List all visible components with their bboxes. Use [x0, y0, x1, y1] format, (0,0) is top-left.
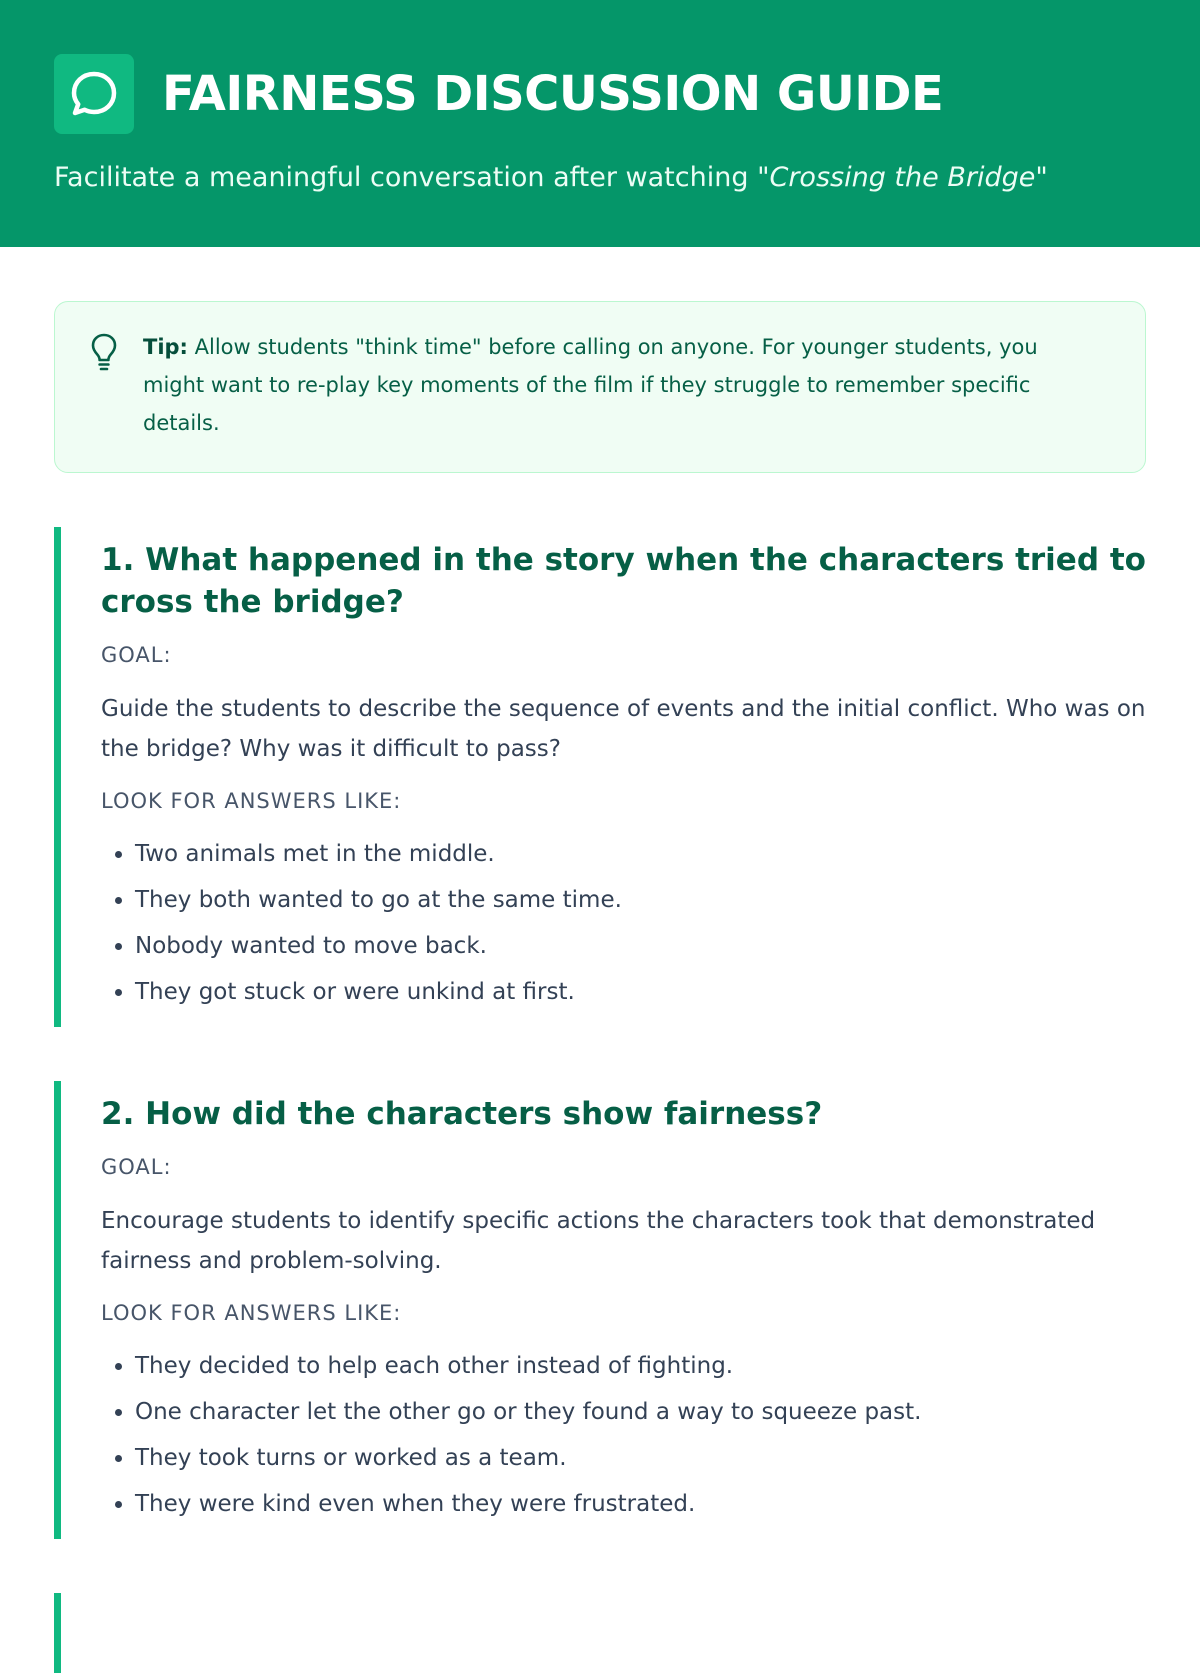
list-item: • They decided to help each other instead of fighting.: [135, 1343, 1146, 1389]
goal-label: GOAL:: [101, 1155, 172, 1179]
list-item: • They took turns or worked as a team.: [135, 1435, 1146, 1481]
chat-bubble-icon: [54, 54, 134, 134]
page-title: FAIRNESS DISCUSSION GUIDE: [162, 66, 944, 122]
question-card: [54, 527, 1146, 1027]
tip-label: Tip:: [143, 335, 188, 359]
answers-label: LOOK FOR ANSWERS LIKE:: [101, 1301, 402, 1325]
list-item: • Two animals met in the middle.: [135, 831, 1146, 877]
lightbulb-icon: [89, 332, 119, 376]
answers-label: LOOK FOR ANSWERS LIKE:: [101, 789, 402, 813]
list-item: • They both wanted to go at the same time.: [135, 877, 1146, 923]
main-content: [0, 247, 1200, 1673]
goal-text: Encourage students to identify specific actions the characters took that demonstrated fairness and problem-solving.: [101, 1208, 1096, 1274]
answers-list: [101, 831, 1146, 1015]
list-item: • Nobody wanted to move back.: [135, 923, 1146, 969]
list-item: • They were kind even when they were frustrated.: [135, 1481, 1146, 1527]
question-title: 1. What happened in the story when the characters tried to cross the bridge?: [101, 542, 1146, 620]
page-header: [0, 0, 1200, 247]
tip-box: [54, 301, 1146, 473]
goal-text: Guide the students to describe the sequence of events and the initial conflict. Who was on the bridge? Why was it difficult to pass?: [101, 696, 1146, 762]
film-title: "Crossing the Bridge": [757, 162, 1048, 193]
subtitle-text: Facilitate a meaningful conversation after watching: [54, 162, 758, 193]
answers-list: [101, 1343, 1146, 1527]
next-question-accent-bar: [54, 1593, 61, 1673]
tip-body: Allow students "think time" before calling on anyone. For younger students, you might want to re-play key moments of the film if they struggle to remember specific details.: [143, 335, 1038, 435]
goal-label: GOAL:: [101, 643, 172, 667]
question-title: 2. How did the characters show fairness?: [101, 1096, 823, 1132]
list-item: • One character let the other go or they found a way to squeeze past.: [135, 1389, 1146, 1435]
question-card: [54, 1081, 1146, 1539]
tip-text: [143, 328, 1105, 442]
title-row: [54, 54, 1146, 134]
page-subtitle: [54, 162, 1146, 193]
list-item: • They got stuck or were unkind at first.: [135, 969, 1146, 1015]
